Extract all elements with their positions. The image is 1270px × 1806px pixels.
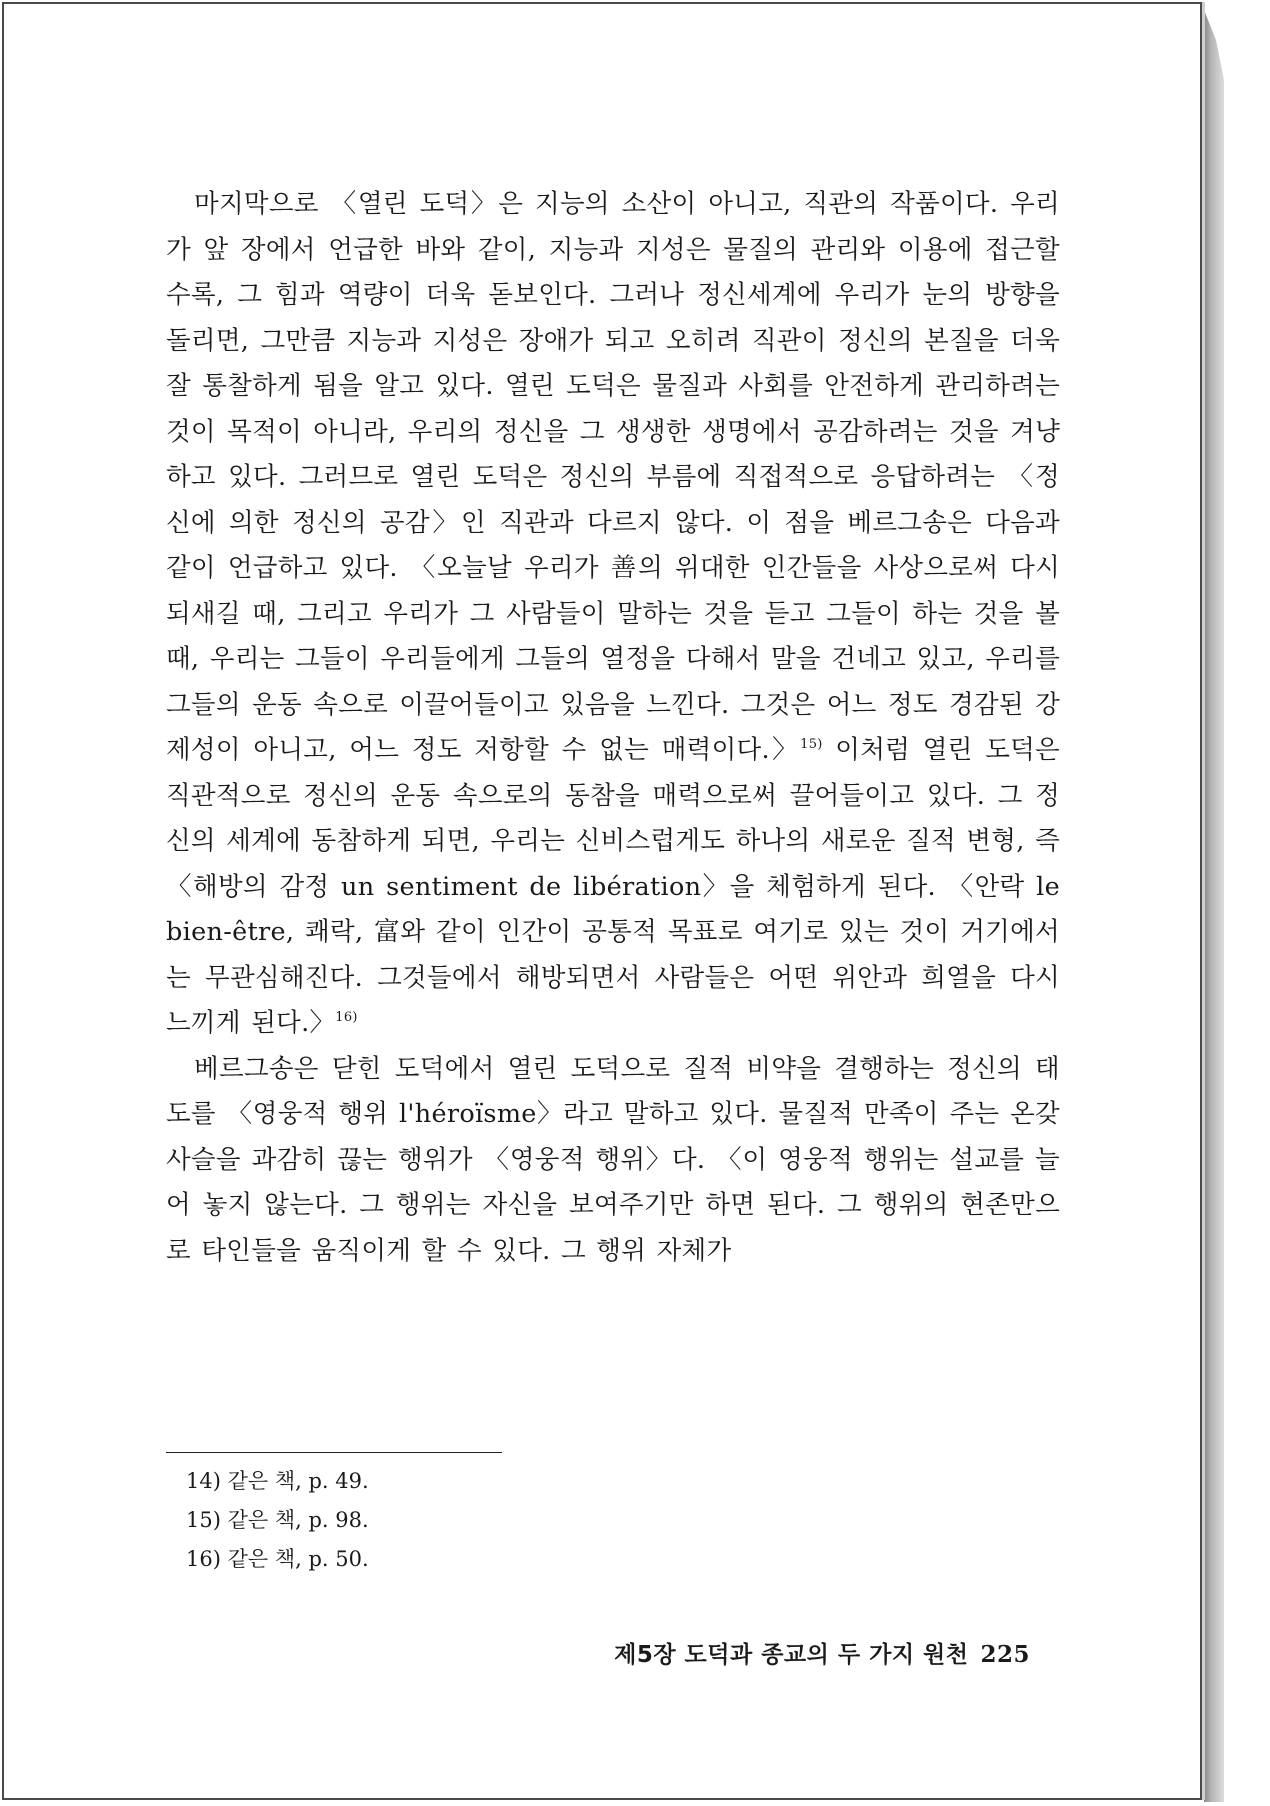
main-text [166,182,1060,1274]
footnote-16: 16) 같은 책, p. 50. [186,1547,369,1571]
footnote-divider [166,1452,502,1453]
paragraph-text: 마지막으로 〈열린 도덕〉은 지능의 소산이 아니고, 직관의 작품이다. 우리가 앞 장에서 언급한 바와 같이, 지능과 지성은 물질의 관리와 이용에 접근할수록, 그 힘과 역량이 더욱 돋보인다. 그러나 정신세계에 우리가 눈의 방향을 돌리면, 그만큼 지능과 지성은 장애가 되고 오히려 직관이 정신의 본질을 더욱 잘 통찰하게 됨을 알고 있다. 열린 도덕은 물질과 사회를 안전하게 관리하려는 것이 목적이 아니라, 우리의 정신을 그 생생한 생명에서 공감하려는 것을 겨냥하고 있다. 그러므로 열린 도덕은 정신의 부름에 직접적으로 응답하려는 〈정신에 의한 정신의 공감〉인 직관과 다르지 않다. 이 점을 베르그송은 다음과 같이 언급하고 있다. 〈오늘날 우리가 善의 위대한 인간들을 사상으로써 다시 되새길 때, 그리고 우리가 그 사람들이 말하는 것을 듣고 그들이 하는 것을 볼 때, 우리는 그들이 우리들에게 그들의 열정을 다해서 말을 건네고 있고, 우리를 그들의 운동 속으로 이끌어들이고 있음을 느낀다. 그것은 어느 정도 경감된 강제성이 아니고, 어느 정도 저항할 수 없는 매력이다.〉 [166,189,1060,765]
chapter-title: 제5장 도덕과 종교의 두 가지 원천 [614,1642,969,1668]
footnote-reference-15: 15) [800,737,823,752]
page-stack-edge [1204,10,1224,1802]
paragraph-text: 이처럼 열린 도덕은 직관적으로 정신의 운동 속으로의 동참을 매력으로써 끌어들이고 있다. 그 정신의 세계에 동참하게 되면, 우리는 신비스럽게도 하나의 새로운 질적 변형, 즉 〈해방의 감정 un sentiment de libération〉을 체험하게 된다. 〈안락 le bien-être, 쾌락, 富와 같이 인간이 공통적 목표로 여기로 있는 것이 거기에서는 무관심해진다. 그것들에서 해방되면서 사람들은 어떤 위안과 희열을 다시 느끼게 된다.〉 [166,735,1060,1038]
running-footer [540,1636,1030,1669]
page-number: 225 [980,1641,1030,1668]
footnote-15: 15) 같은 책, p. 98. [186,1508,369,1532]
paragraph-heroism: 베르그송은 닫힌 도덕에서 열린 도덕으로 질적 비약을 결행하는 정신의 태도를 〈영웅적 행위 l'héroïsme〉라고 말하고 있다. 물질적 만족이 주는 온갖 사슬을 과감히 끊는 행위가 〈영웅적 행위〉다. 〈이 영웅적 행위는 설교를 늘어 놓지 않는다. 그 행위는 자신을 보여주기만 하면 된다. 그 행위의 현존만으로 타인들을 움직이게 할 수 있다. 그 행위 자체가 [166,1053,1060,1266]
paragraph-open-morality [166,182,1060,1047]
footnote-14: 14) 같은 책, p. 49. [186,1469,369,1493]
footnote-reference-16: 16) [335,1010,358,1025]
footnotes [186,1462,369,1579]
